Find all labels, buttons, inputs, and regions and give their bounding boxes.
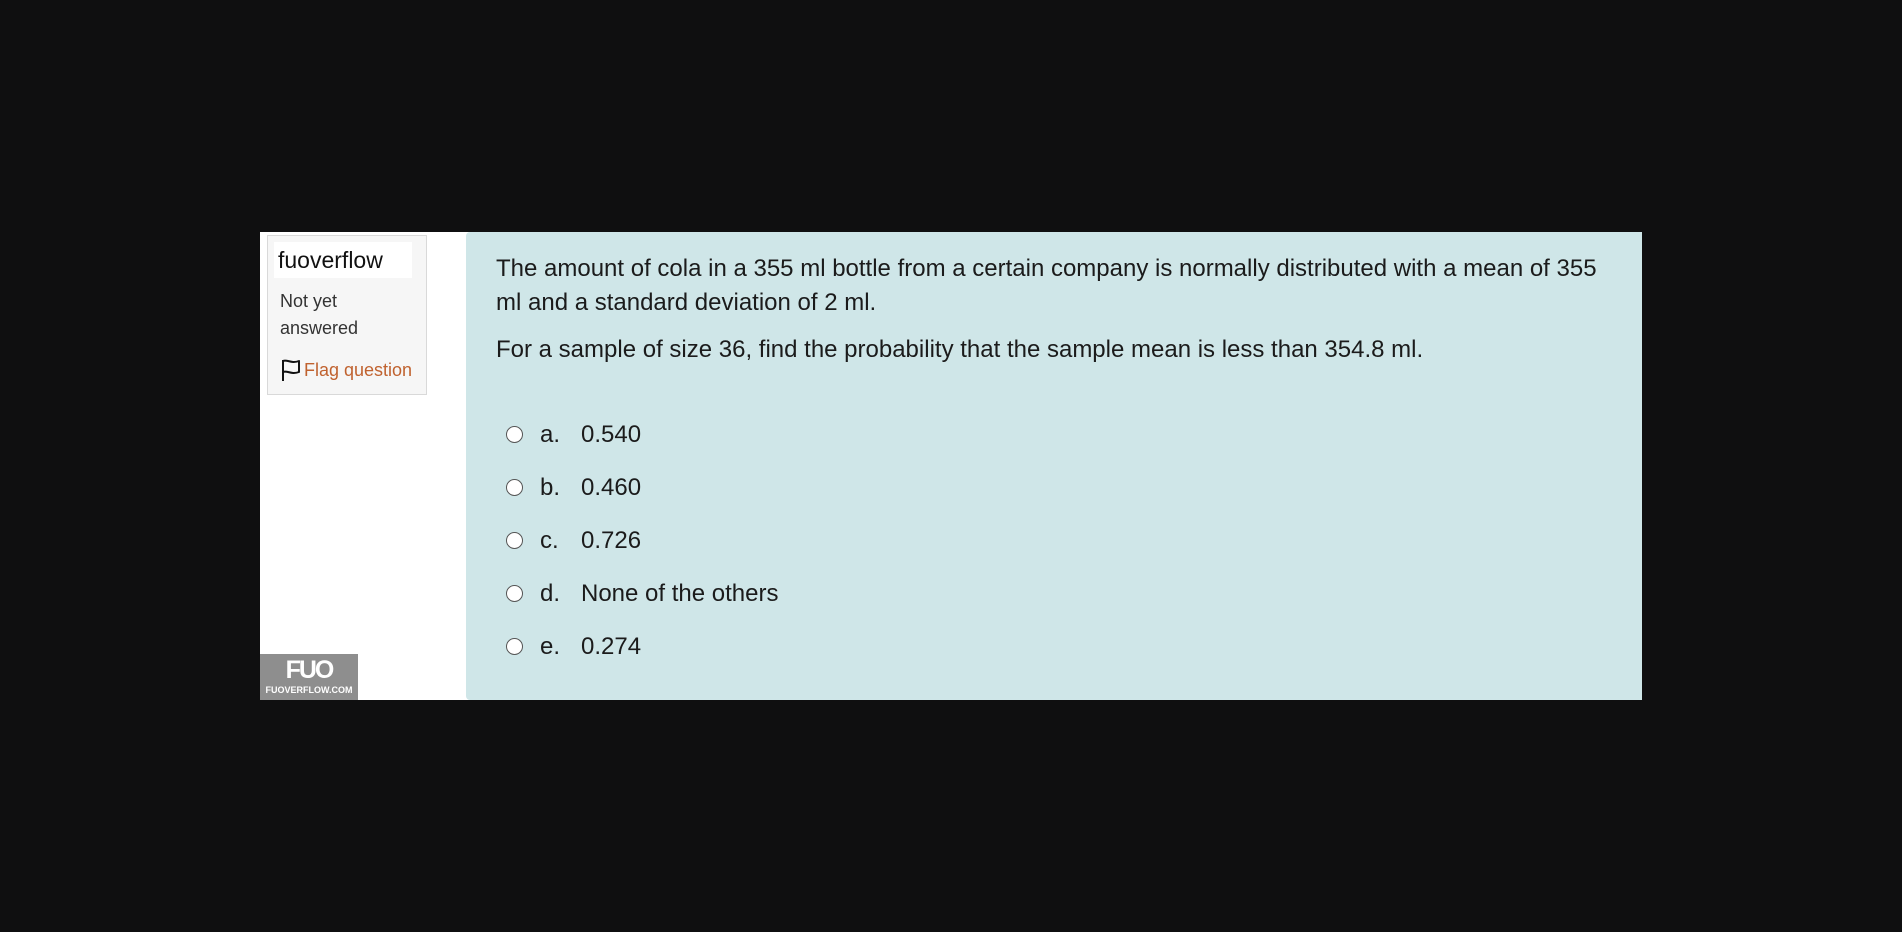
answer-letter: a. xyxy=(540,420,561,448)
answer-options xyxy=(506,408,778,673)
answer-option-e[interactable] xyxy=(506,620,778,673)
radio-button[interactable] xyxy=(506,479,523,496)
watermark-logo-text: FUO xyxy=(285,656,333,684)
flag-question-label: Flag question xyxy=(304,359,413,380)
site-name: fuoverflow xyxy=(274,242,412,278)
answer-option-c[interactable] xyxy=(506,514,778,567)
watermark-url: FUOVERFLOW.COM xyxy=(265,685,353,695)
answer-letter: e. xyxy=(540,632,561,660)
radio-button[interactable] xyxy=(506,426,523,443)
question-text xyxy=(496,252,1626,380)
answer-status: Not yet answered xyxy=(280,291,359,338)
radio-button[interactable] xyxy=(506,532,523,549)
answer-text: None of the others xyxy=(581,579,779,607)
answer-text: 0.274 xyxy=(581,632,642,660)
answer-letter: b. xyxy=(540,473,561,501)
answer-option-a[interactable] xyxy=(506,408,778,461)
answer-text: 0.726 xyxy=(581,526,642,554)
radio-button[interactable] xyxy=(506,638,523,655)
question-info-panel xyxy=(267,235,427,395)
question-paragraph: For a sample of size 36, find the probability that the sample mean is less than 354.8 ml. xyxy=(496,336,1424,363)
watermark-logo xyxy=(260,654,358,700)
answer-text: 0.460 xyxy=(581,473,642,501)
answer-letter: c. xyxy=(540,526,559,554)
answer-option-b[interactable] xyxy=(506,461,778,514)
flag-icon xyxy=(280,358,302,382)
answer-option-d[interactable] xyxy=(506,567,778,620)
radio-button[interactable] xyxy=(506,585,523,602)
question-content xyxy=(466,232,1642,700)
quiz-frame xyxy=(260,232,1642,700)
question-paragraph: The amount of cola in a 355 ml bottle from a certain company is normally distributed with a mean of 355 ml and a standard deviation of 2 ml. xyxy=(496,255,1597,316)
answer-letter: d. xyxy=(540,579,561,607)
answer-text: 0.540 xyxy=(581,420,642,448)
flag-question-link[interactable] xyxy=(280,358,412,382)
